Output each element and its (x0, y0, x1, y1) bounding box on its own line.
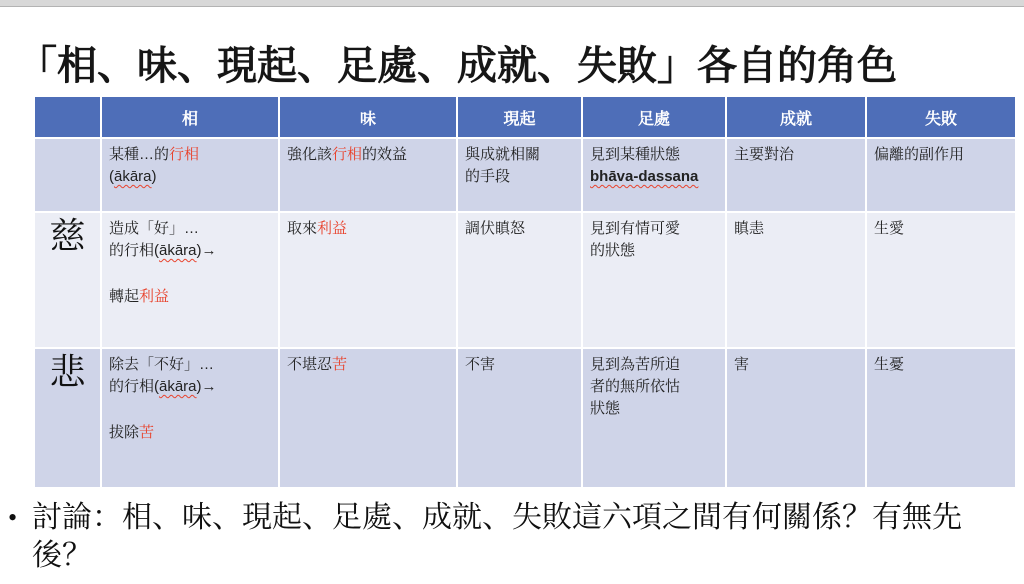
cell-line (109, 166, 271, 188)
cell-desc-success (727, 139, 865, 211)
cell-line: 見到某種狀態 (590, 146, 681, 163)
text-segment: 轉起 (109, 287, 140, 305)
row-label-karuna (35, 349, 100, 487)
cell-line (109, 240, 271, 262)
cell-line: 生愛 (874, 220, 905, 237)
cell-line (590, 166, 718, 188)
bullet-icon: • (8, 503, 18, 532)
cell-line: 瞋恚 (734, 220, 765, 237)
text-segment-red: 利益 (139, 287, 170, 305)
cell-desc-manifestation (458, 139, 581, 211)
text-segment: 的效益 (362, 146, 408, 163)
header-label: 現起 (503, 110, 536, 128)
cell-desc-proximate-cause (583, 139, 725, 211)
cell-metta-characteristic (102, 213, 278, 347)
text-segment: ) (151, 167, 157, 185)
cell-line (109, 422, 271, 444)
cell-metta-success (727, 213, 865, 347)
cell-line: 偏離的副作用 (874, 146, 965, 163)
cell-karuna-failure (867, 349, 1015, 487)
cell-line: 除去「不好」… (109, 356, 215, 373)
pali-term: ākāra (159, 241, 197, 259)
cell-metta-function (280, 213, 456, 347)
text-segment: ( (109, 167, 114, 185)
header-label: 失敗 (924, 110, 957, 128)
discussion-block (8, 499, 1012, 576)
header-cell-manifestation (458, 97, 581, 137)
pali-term: bhāva-dassana (590, 167, 699, 185)
row-label-text: 悲 (49, 352, 86, 392)
header-label: 成就 (779, 110, 812, 128)
cell-line: 見到為苦所迫者的無所依怙狀態 (590, 356, 681, 417)
header-cell-failure (867, 97, 1015, 137)
header-cell-success (727, 97, 865, 137)
cell-line: 生憂 (874, 356, 905, 373)
cell-karuna-manifestation (458, 349, 581, 487)
cell-desc-characteristic (102, 139, 278, 211)
pali-term: ākāra (114, 167, 152, 185)
cell-line: 不害 (465, 356, 496, 373)
text-segment: 的行相( (109, 377, 159, 395)
text-segment: 拔除 (109, 423, 140, 441)
viewer-top-edge (0, 0, 1024, 7)
text-segment-red: 苦 (139, 423, 155, 441)
cell-line: 主要對治 (734, 146, 795, 163)
row-label-metta (35, 213, 100, 347)
desc-row-label-cell (35, 139, 100, 211)
pali-term: ākāra (159, 377, 197, 395)
header-cell-empty (35, 97, 100, 137)
cell-desc-function (280, 139, 456, 211)
text-segment-red: 行相 (332, 146, 363, 163)
text-segment-red: 行相 (169, 146, 200, 163)
page-title: 「相、味、現起、足處、成就、失敗」各自的角色 (17, 42, 897, 88)
text-segment: 不堪忍 (287, 356, 333, 373)
cell-karuna-function (280, 349, 456, 487)
text-segment: 某種…的 (109, 146, 170, 163)
cell-line: 造成「好」… (109, 220, 200, 237)
cell-line (287, 144, 449, 166)
header-label: 味 (359, 110, 376, 128)
cell-metta-manifestation (458, 213, 581, 347)
header-cell-characteristic (102, 97, 278, 137)
cell-line (109, 144, 271, 166)
cell-metta-failure (867, 213, 1015, 347)
cell-karuna-proximate-cause (583, 349, 725, 487)
header-cell-function (280, 97, 456, 137)
cell-line (287, 354, 449, 376)
cell-desc-failure (867, 139, 1015, 211)
cell-line (287, 218, 449, 240)
text-segment-red: 利益 (317, 220, 348, 237)
cell-line: 與成就相關的手段 (465, 146, 541, 185)
text-segment-red: 苦 (332, 356, 348, 373)
text-segment: )→ (196, 241, 217, 259)
text-segment: )→ (196, 377, 217, 395)
blank-line (109, 398, 271, 422)
text-segment: 的行相( (109, 241, 159, 259)
cell-karuna-success (727, 349, 865, 487)
header-label: 足處 (637, 110, 670, 128)
row-label-text: 慈 (49, 216, 86, 256)
cell-line: 見到有情可愛的狀態 (590, 220, 681, 259)
cell-karuna-characteristic (102, 349, 278, 487)
cell-line (109, 376, 271, 398)
text-segment: 強化該 (287, 146, 333, 163)
cell-metta-proximate-cause (583, 213, 725, 347)
blank-line (109, 262, 271, 286)
roles-table (35, 97, 1015, 487)
text-segment: 取來 (287, 220, 318, 237)
discussion-text: 討論：相、味、現起、足處、成就、失敗這六項之間有何關係？有無先後？ (32, 501, 962, 573)
cell-line: 害 (734, 356, 750, 373)
cell-line: 調伏瞋怒 (465, 220, 526, 237)
cell-line (109, 286, 271, 308)
header-cell-proximate-cause (583, 97, 725, 137)
header-label: 相 (181, 110, 198, 128)
